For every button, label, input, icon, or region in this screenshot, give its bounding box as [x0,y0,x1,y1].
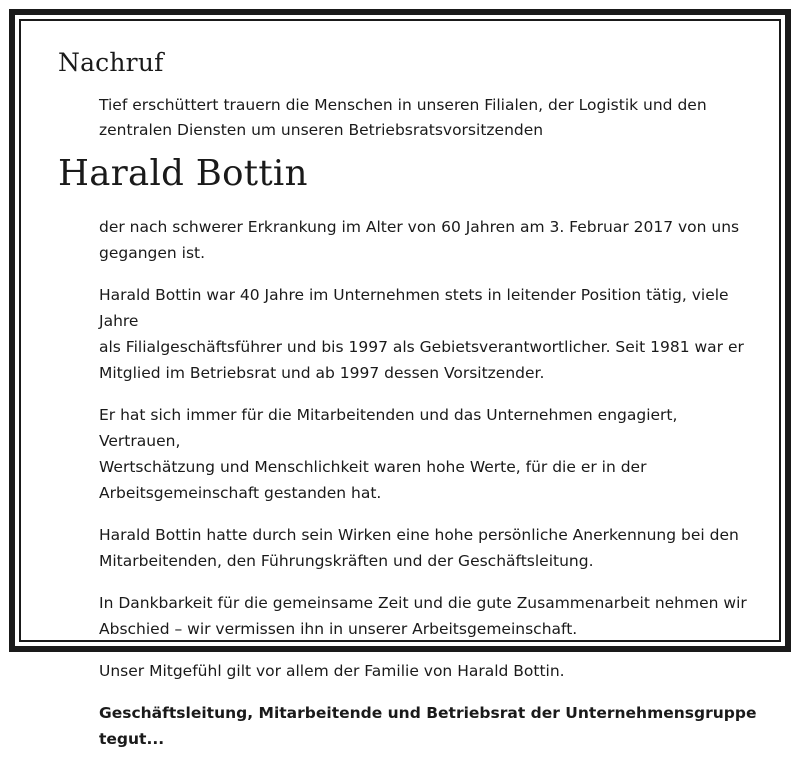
text-line: In Dankbarkeit für die gemeinsame Zeit und die gute Zusammenarbeit nehmen wir [99,594,747,612]
intro-line: zentralen Diensten um unseren Betriebsratsvorsitzenden [99,121,544,139]
text-line: Arbeitsgemeinschaft gestanden hat. [99,484,382,502]
notice-heading: Nachruf [58,48,164,77]
text-line: Abschied – wir vermissen ihn in unserer Arbeitsgemeinschaft. [99,620,578,638]
text-line: gegangen ist. [99,244,206,262]
signature: Geschäftsleitung, Mitarbeitende und Betriebsrat der Unternehmensgruppe tegut... [99,704,757,748]
intro-text [99,93,759,143]
text-line: Harald Bottin hatte durch sein Wirken eine hohe persönliche Anerkennung bei den [99,526,739,544]
deceased-name: Harald Bottin [58,153,308,194]
paragraph-condolence [99,658,759,684]
text-line: Unser Mitgefühl gilt vor allem der Familie von Harald Bottin. [99,662,565,680]
paragraph-engagement [99,402,759,506]
text-line: der nach schwerer Erkrankung im Alter von 60 Jahren am 3. Februar 2017 von uns [99,218,740,236]
paragraph-career [99,282,759,386]
paragraph-passing [99,214,759,266]
obituary-body [99,214,759,768]
intro-line: Tief erschüttert trauern die Menschen in unseren Filialen, der Logistik und den [99,96,707,114]
text-line: Mitglied im Betriebsrat und ab 1997 dessen Vorsitzender. [99,364,545,382]
text-line: Wertschätzung und Menschlichkeit waren hohe Werte, für die er in der [99,458,647,476]
text-line: als Filialgeschäftsführer und bis 1997 als Gebietsverantwortlicher. Seit 1981 war er [99,338,744,356]
text-line: Harald Bottin war 40 Jahre im Unternehmen stets in leitender Position tätig, viele Jahre [99,286,729,330]
text-line: Er hat sich immer für die Mitarbeitenden und das Unternehmen engagiert, Vertrauen, [99,406,678,450]
paragraph-recognition [99,522,759,574]
text-line: Mitarbeitenden, den Führungskräften und der Geschäftsleitung. [99,552,594,570]
paragraph-gratitude [99,590,759,642]
